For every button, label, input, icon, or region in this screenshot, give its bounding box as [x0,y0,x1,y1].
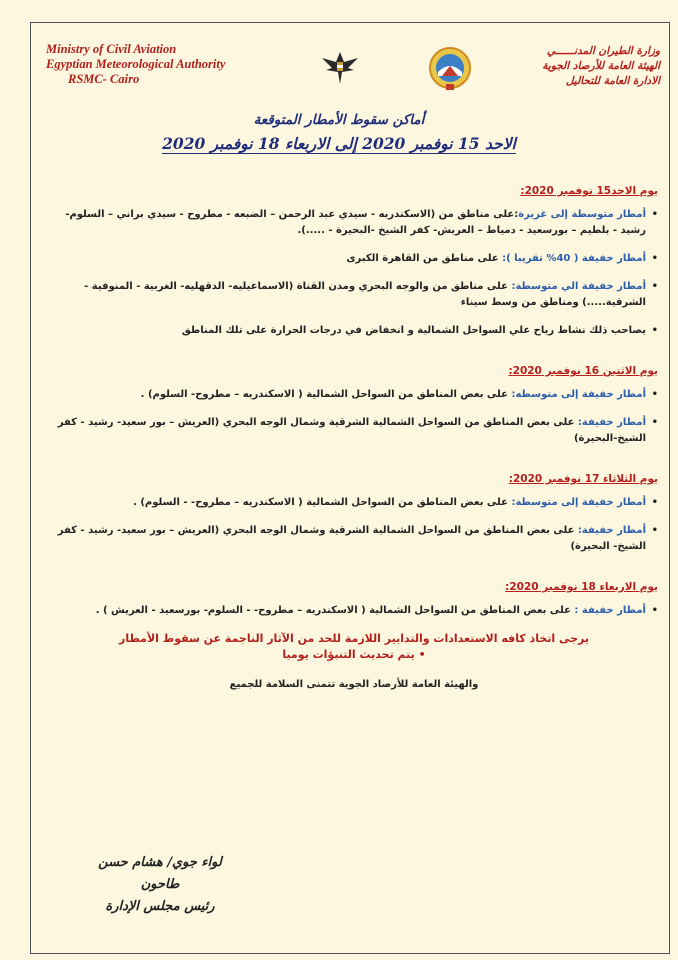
document-title: أماكن سقوط الأمطار المتوقعة [253,112,425,128]
forecast-item: • أمطار خفيفة: على بعض المناطق من السواحل الشمالية الشرقية وشمال الوجه البحري (العريش – بور سعيد- رشيد - كفر الشيخ-البحيرة) [50,415,658,447]
day-group-monday [50,363,658,447]
day-heading: يوم الاحد15 نوفمبر 2020: [520,185,658,197]
signatory-name: لواء جوي/ هشام حسن طاحون [98,855,222,892]
english-header [46,42,296,87]
signature-block [80,852,240,918]
day-heading: يوم الاربعاء 18 نوفمبر 2020: [505,581,658,593]
department-name-ar: الادارة العامة للتحاليل [565,75,660,87]
signatory-role: رئيس مجلس الإدارة [105,899,215,914]
forecast-item: • أمطار خفيفة الي متوسطة: على مناطق من والوجه البحري ومدن القناة (الاسماعيليه- الدقهليه- الغربية - المنوفية - الشرقية.....) ومناطق من وسط سيناء [50,279,658,311]
forecast-item: • أمطار خفيفة : على بعض المناطق من السواحل الشمالية ( الاسكندريه – مطروح- - السلوم- بورسعيد - العريش ) . [50,603,658,619]
update-notice: • يتم تحديث التنبؤات يوميا [50,647,658,663]
day-group-tuesday [50,471,658,555]
authority-name-ar: الهيئة العامة للأرصاد الجوية [542,60,660,72]
authority-name: Egyptian Meteorological Authority [46,57,226,71]
day-heading: يوم الاثنين 16 نوفمبر 2020: [508,365,658,377]
forecast-item: • أمطار خفيفة ( 40% تقريبا ): على مناطق من القاهرة الكبرى [50,251,658,267]
ministry-name: Ministry of Civil Aviation [46,42,177,56]
preparedness-notice: يرجى اتخاذ كافه الاستعدادات والتدابير اللازمة للحد من الآثار الناجمة عن سقوط الأمطار [118,632,590,645]
eagle-emblem-icon [318,48,362,88]
rsmc-name: RSMC- Cairo [68,72,140,86]
day-group-wednesday [50,579,658,619]
forecast-content [50,183,658,693]
forecast-item: • أمطار متوسطة إلى غزيرة:على مناطق من (الاسكندريه - سيدي عبد الرحمن – الضبعه - مطروح - سيدي براني – السلوم- رشيد - بلطيم – بورسعيد - دمياط – العريش- كفر الشيخ -البحيرة - .....). [50,207,658,239]
ministry-name-ar: وزارة الطيران المدنــــــي [546,45,660,57]
safety-wish: والهيئة العامة للأرصاد الجوية تتمنى السلامة للجميع [229,679,479,690]
forecast-item: • يصاحب ذلك نشاط رياح علي السواحل الشمالية و انخفاض في درجات الحرارة على تلك المناطق [50,323,658,339]
forecast-item: • أمطار خفيفة: على بعض المناطق من السواحل الشمالية الشرقية وشمال الوجه البحري (العريش – بور سعيد- رشيد - كفر الشيخ- البحيرة) [50,523,658,555]
date-range-title: الاحد 15 نوفمبر 2020 إلى الاربعاء 18 نوفمبر 2020 [162,134,516,153]
day-group-sunday [50,183,658,339]
arabic-header [420,44,660,89]
forecast-item: • أمطار خفيفة إلى متوسطه: على بعض المناطق من السواحل الشمالية ( الاسكندريه – مطروح- السلوم) . [50,387,658,403]
forecast-item: • أمطار خفيفة إلى متوسطة: على بعض المناطق من السواحل الشمالية ( الاسكندريه – مطروح- - السلوم) . [50,495,658,511]
day-heading: يوم الثلاثاء 17 نوفمبر 2020: [508,473,658,485]
